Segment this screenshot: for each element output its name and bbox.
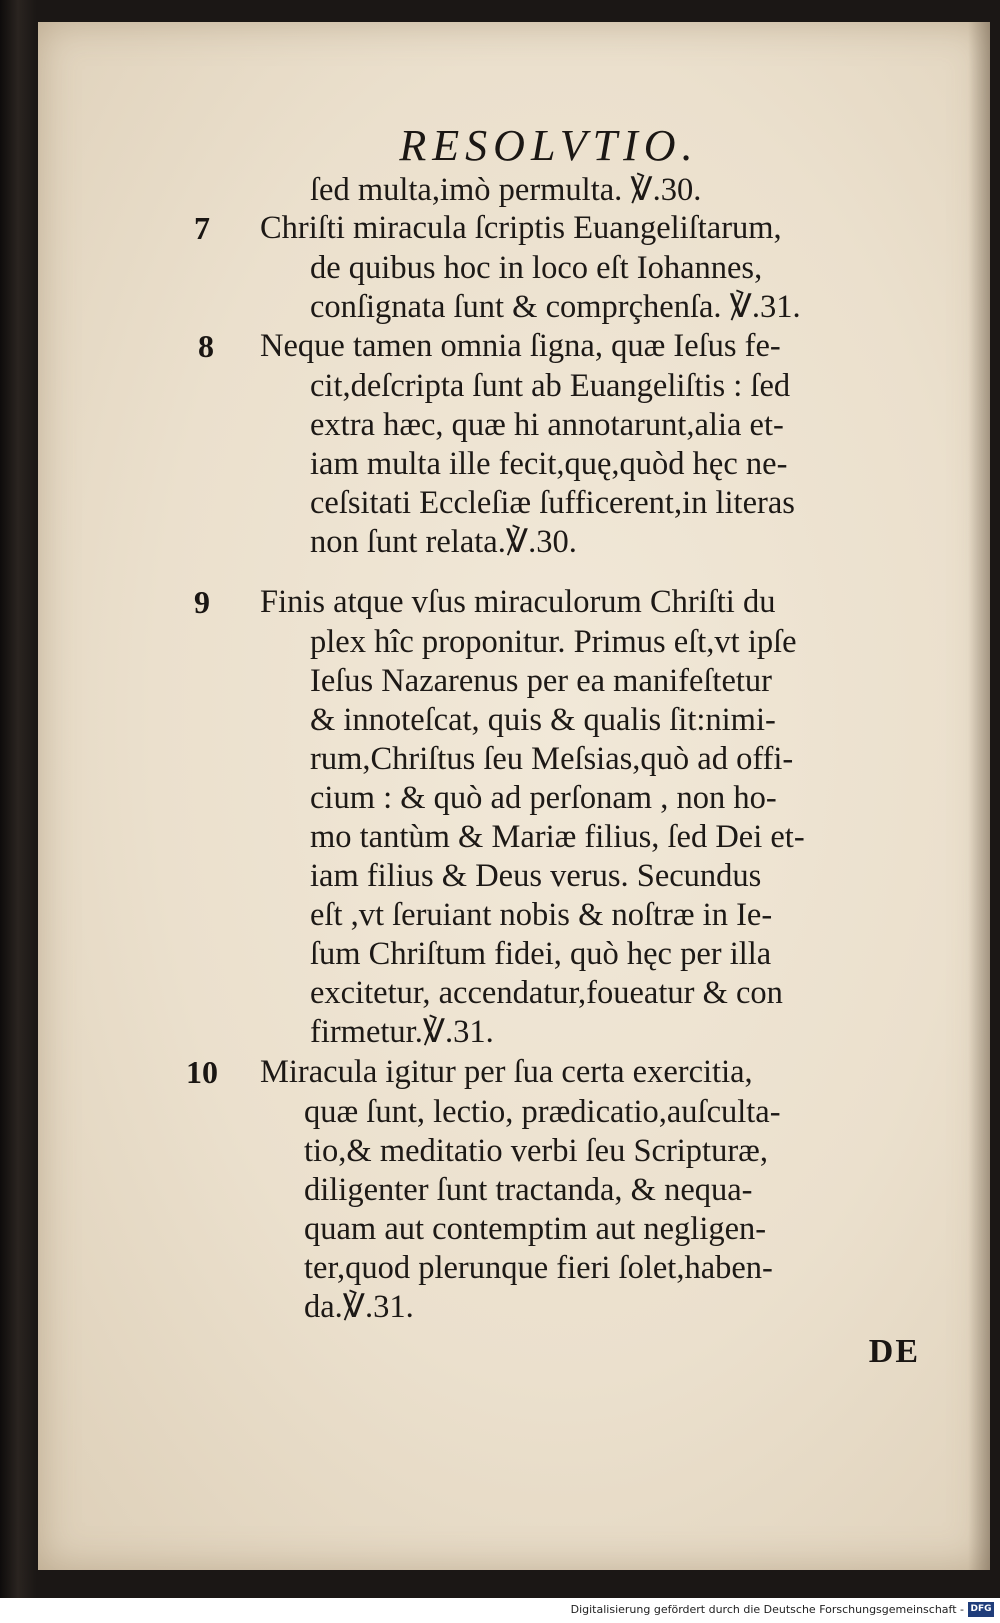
paragraph-number: 8: [198, 328, 214, 364]
text-line: ter,quod plerunque fieri ſolet,haben-: [304, 1250, 773, 1286]
text-line: Chriſti miracula ſcriptis Euangeliſtarum,: [260, 210, 782, 246]
text-line: cium : & quò ad perſonam , non ho-: [310, 780, 777, 816]
funding-credit: Digitalisierung gefördert durch die Deutsche Forschungsgemeinschaft -: [570, 1603, 964, 1616]
text-line: rum,Chriſtus ſeu Meſsias,quò ad offi-: [310, 741, 794, 777]
text-line: iam filius & Deus verus. Secundus: [310, 858, 762, 894]
text-line: diligenter ſunt tractanda, & nequa-: [304, 1172, 753, 1208]
text-line: non ſunt relata.℣.30.: [310, 524, 577, 560]
text-line: da.℣.31.: [304, 1289, 414, 1325]
text-line: tio,& meditatio verbi ſeu Scripturæ,: [304, 1133, 768, 1169]
paragraph-number: 9: [194, 584, 210, 620]
text-line: iam multa ille fecit,quę,quòd hęc ne-: [310, 446, 788, 482]
text-line: excitetur, accendatur,foueatur & con: [310, 975, 783, 1011]
digitization-footer: [0, 1598, 1000, 1623]
text-line: plex hîc proponitur. Primus eſt,vt ipſe: [310, 624, 797, 660]
text-line: ſed multa,imò permulta. ℣.30.: [310, 172, 702, 208]
running-header-title: RESOLVTIO.: [399, 121, 699, 170]
text-line: conſignata ſunt & comprçhenſa. ℣.31.: [310, 289, 801, 325]
text-line: quam aut contemptim aut negligen-: [304, 1211, 767, 1247]
text-line: & innoteſcat, quis & qualis ſit:nimi-: [310, 702, 776, 738]
text-line: Finis atque vſus miraculorum Chriſti du: [260, 584, 776, 620]
text-line: firmetur.℣.31.: [310, 1014, 494, 1050]
running-header: [38, 120, 990, 171]
text-line: quæ ſunt, lectio, prædicatio,auſculta-: [304, 1094, 781, 1130]
text-line: Ieſus Nazarenus per ea manifeſtetur: [310, 663, 772, 699]
paragraph-number: 10: [186, 1054, 218, 1090]
text-line: Neque tamen omnia ſigna, quæ Ieſus fe-: [260, 328, 781, 364]
book-page: [38, 22, 990, 1570]
text-line: de quibus hoc in loco eſt Iohannes,: [310, 250, 763, 286]
text-line: eſt ,vt ſeruiant nobis & noſtræ in Ie-: [310, 897, 773, 933]
text-line: cit,deſcripta ſunt ab Euangeliſtis : ſed: [310, 368, 791, 404]
text-line: extra hæc, quæ hi annotarunt,alia et-: [310, 407, 784, 443]
text-line: ſum Chriſtum fidei, quò hęc per illa: [310, 936, 772, 972]
text-line: mo tantùm & Mariæ filius, ſed Dei et-: [310, 819, 805, 855]
text-line: Miracula igitur per ſua certa exercitia,: [260, 1054, 753, 1090]
catchword: DE: [868, 1333, 920, 1370]
text-line: ceſsitati Eccleſiæ ſufficerent,in literas: [310, 485, 795, 521]
paragraph-number: 7: [194, 210, 210, 246]
dfg-logo[interactable]: DFG: [968, 1602, 994, 1617]
